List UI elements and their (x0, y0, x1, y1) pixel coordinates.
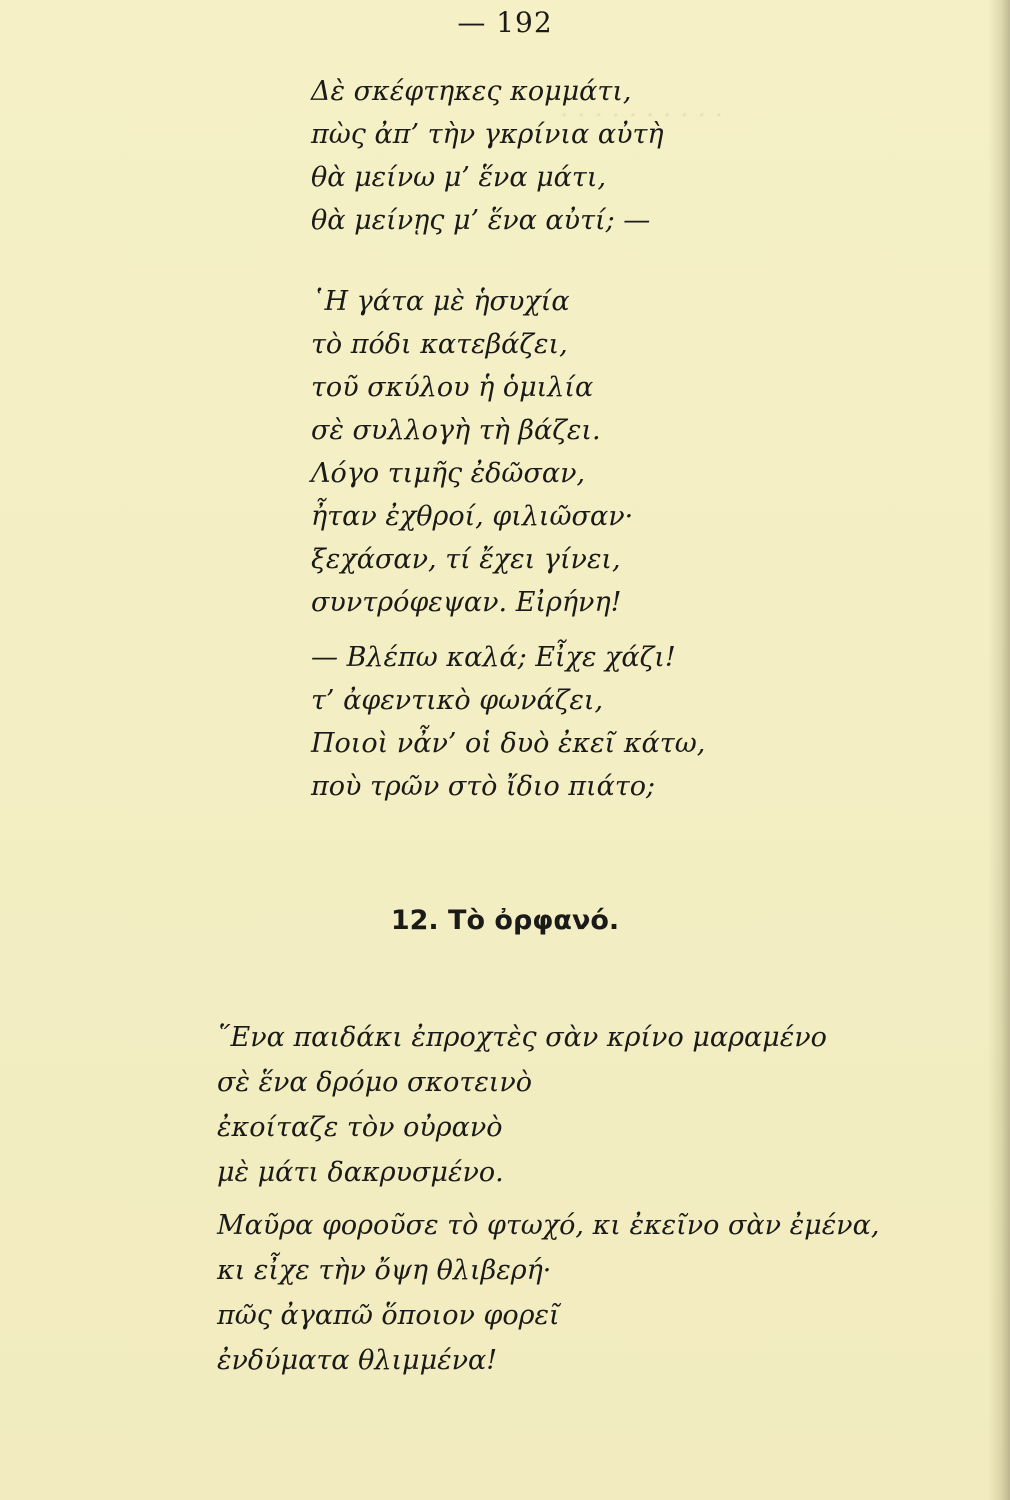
poem-line: πὼς ἀπ’ τὴν γκρίνια αὐτὴ (311, 119, 664, 150)
poem-stanza (217, 1203, 879, 1383)
poem-line: ἐνδύματα θλιμμένα! (217, 1345, 498, 1376)
page-number: — 192 (457, 6, 553, 39)
poem-line: θὰ μείνῃς μ’ ἕνα αὐτί; — (311, 205, 651, 236)
poem-line: Ποιοὶ νἆν’ οἱ δυὸ ἐκεῖ κάτω, (311, 728, 706, 759)
poem-line: ἦταν ἐχθροί, φιλιῶσαν· (311, 501, 634, 532)
poem-stanza (217, 1015, 827, 1195)
poem-line: μὲ μάτι δακρυσμένο. (217, 1157, 504, 1188)
poem-line: κι εἶχε τὴν ὄψη θλιβερή· (217, 1255, 552, 1286)
page-edge-shadow (988, 0, 1010, 1500)
poem-stanza (311, 636, 705, 808)
poem-line: Μαῦρα φοροῦσε τὸ φτωχό, κι ἐκεῖνο σὰν ἐμένα, (217, 1210, 880, 1241)
poem-line: συντρόφεψαν. Εἰρήνη! (311, 587, 622, 618)
poem-line: ῞Ενα παιδάκι ἐπροχτὲς σὰν κρίνο μαραμένο (217, 1022, 827, 1053)
poem-line: ξεχάσαν, τί ἔχει γίνει, (311, 544, 621, 575)
poem-line: τ’ ἀφεντικὸ φωνάζει, (311, 685, 604, 716)
poem-line: σὲ συλλογὴ τὴ βάζει. (311, 415, 601, 446)
poem-line: — Βλέπω καλά; Εἶχε χάζι! (311, 642, 676, 673)
poem-line: ποὺ τρῶν στὸ ἴδιο πιάτο; (311, 771, 656, 802)
poem-line: Δὲ σκέφτηκες κομμάτι, (311, 76, 632, 107)
show-through-text: · · · · · · · · · · (560, 100, 724, 131)
poem-line: ἐκοίταζε τὸν οὐρανὸ (217, 1112, 503, 1143)
poem-line: Λόγο τιμῆς ἐδῶσαν, (311, 458, 586, 489)
poem-stanza (311, 70, 664, 242)
poem-stanza (311, 280, 633, 624)
poem-line: τοῦ σκύλου ἡ ὁμιλία (311, 372, 594, 403)
poem-line: τὸ πόδι κατεβάζει, (311, 329, 568, 360)
poem-line: ῾Η γάτα μὲ ἡσυχία (311, 286, 570, 317)
poem-line: θὰ μείνω μ’ ἕνα μάτι, (311, 162, 607, 193)
poem-line: σὲ ἕνα δρόμο σκοτεινὸ (217, 1067, 533, 1098)
poem-line: πῶς ἀγαπῶ ὅποιον φορεῖ (217, 1300, 560, 1331)
section-heading: 12. Τὸ ὀρφανό. (390, 905, 620, 936)
